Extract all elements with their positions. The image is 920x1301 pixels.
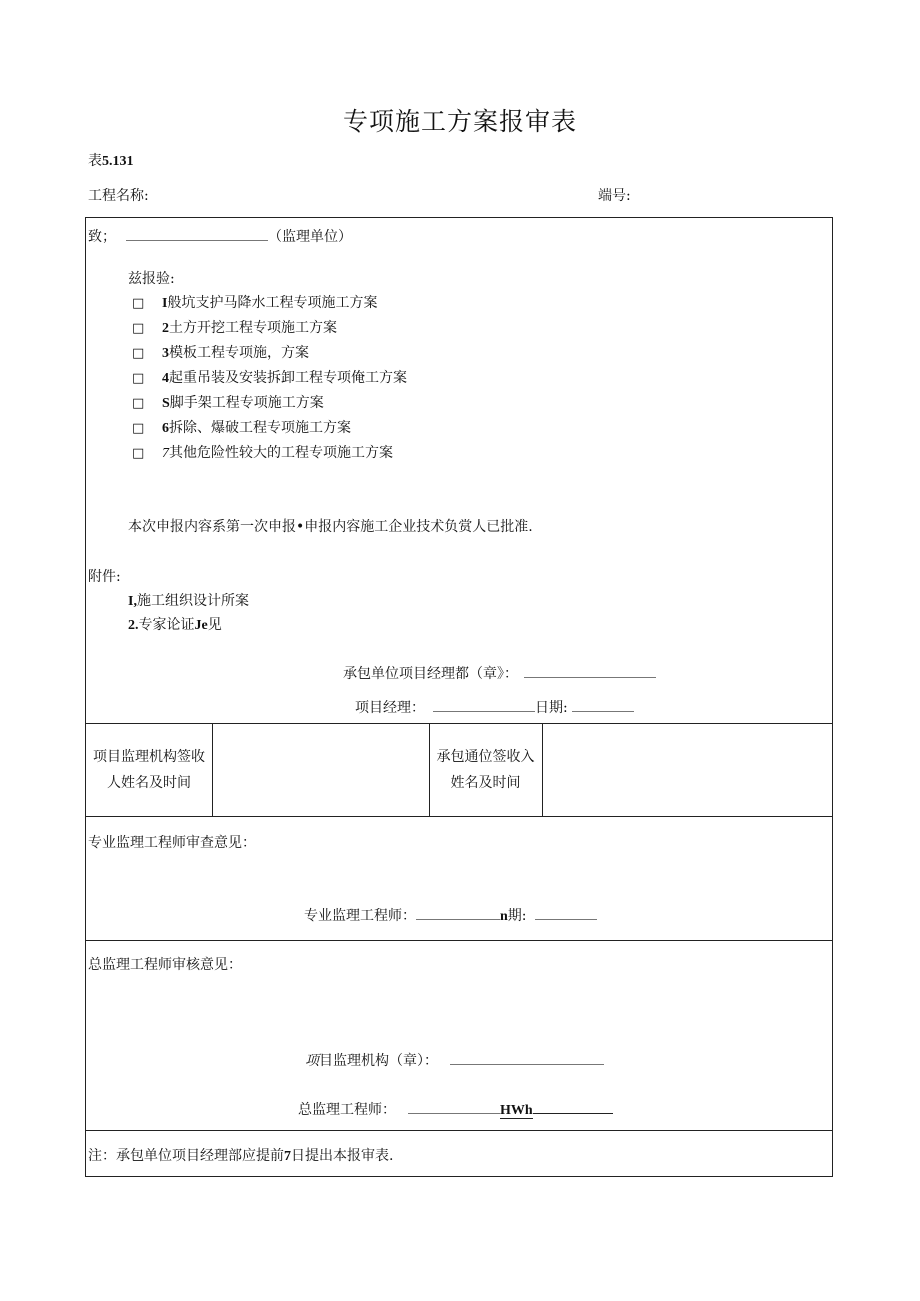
serial-number-label: 端号:	[598, 188, 631, 204]
specialist-date-blank[interactable]	[535, 907, 597, 920]
form-number	[88, 150, 134, 170]
contractor-seal-blank[interactable]	[524, 665, 656, 678]
note	[88, 1145, 393, 1165]
org-seal-blank[interactable]	[450, 1052, 604, 1065]
checkbox-icon[interactable]: □	[132, 296, 145, 311]
supervision-receiver-label	[86, 744, 212, 796]
supervision-receiver-line1: 项目监理机构签收	[93, 749, 205, 765]
divider	[86, 940, 832, 941]
option-number: 2	[162, 321, 169, 336]
note-prefix: 注：承包单位项目经理部应提前	[88, 1148, 284, 1164]
supervision-receiver-field[interactable]	[213, 724, 428, 815]
option-item[interactable]	[132, 317, 337, 337]
checkbox-icon[interactable]: □	[132, 371, 145, 386]
approval-form-table	[85, 217, 833, 1177]
form-number-value: 5.131	[102, 154, 134, 169]
attachments-label: 附件:	[88, 569, 121, 585]
attachment-extra: Je	[194, 618, 208, 633]
date-blank[interactable]	[572, 699, 634, 712]
chief-tail: HWh	[500, 1103, 533, 1118]
attachment-text: 施工组织设计所案	[136, 593, 249, 609]
option-number: I	[162, 296, 168, 311]
note-suffix: 日提出本报审表.	[291, 1148, 394, 1164]
specialist-date-label: 期:	[507, 908, 527, 924]
attachment-tail: 见	[207, 617, 222, 633]
attachment-text: 专家论证	[138, 617, 195, 633]
specialist-date-bold: n	[500, 909, 508, 924]
option-item[interactable]	[132, 292, 377, 312]
chief-opinion-label: 总监理工程师审核意见：	[88, 957, 242, 973]
supervision-receiver-line2: 人姓名及时间	[107, 775, 191, 791]
option-text: 拆除、爆破工程专项施工方案	[169, 420, 351, 436]
contractor-receiver-field[interactable]	[543, 724, 832, 815]
addressee-line	[88, 226, 352, 246]
contractor-seal-label: 承包单位项目经理都（章》：	[343, 666, 518, 682]
option-text: 脚手架工程专项施工方案	[169, 395, 324, 411]
contractor-seal-line	[343, 663, 656, 683]
submit-intro: 兹报验:	[128, 271, 175, 287]
option-item[interactable]	[132, 417, 351, 437]
option-item[interactable]	[132, 442, 393, 462]
attachment-item	[128, 590, 249, 610]
project-name-label: 工程名称:	[88, 188, 149, 204]
contractor-receiver-label	[429, 744, 542, 796]
page-title: 专项施工方案报审表	[342, 107, 577, 136]
org-seal-prefix: 项	[305, 1053, 319, 1069]
submission-statement: 本次申报内容系第一次申报•申报内容施工企业技术负赏人已批准.	[128, 519, 533, 535]
specialist-engineer-blank[interactable]	[416, 907, 500, 920]
contractor-receiver-line1: 承包通位签收入	[436, 749, 535, 765]
option-text: 其他危险性较大的工程专项施工方案	[169, 445, 393, 461]
option-text: 起重吊装及安装拆卸工程专项俺工方案	[169, 370, 407, 386]
option-text: 般坑支护马降水工程专项施工方案	[167, 295, 378, 311]
chief-date-blank[interactable]	[533, 1101, 613, 1114]
form-number-prefix: 表	[88, 153, 102, 169]
attachment-number: I,	[128, 594, 137, 609]
specialist-signature-line	[304, 905, 597, 925]
project-manager-line	[355, 697, 634, 717]
org-seal-line	[305, 1050, 604, 1070]
date-label: 日期:	[535, 700, 568, 716]
chief-engineer-label: 总监理工程师：	[298, 1102, 396, 1118]
addressee-prefix: 致；	[88, 229, 116, 245]
option-text: 模板工程专项施，方案	[169, 345, 309, 361]
option-number: 3	[162, 346, 169, 361]
chief-engineer-blank[interactable]	[408, 1101, 500, 1114]
checkbox-icon[interactable]: □	[132, 321, 145, 336]
option-item[interactable]	[132, 342, 309, 362]
option-item[interactable]	[132, 367, 407, 387]
divider	[86, 816, 832, 817]
option-number: 6	[162, 421, 169, 436]
specialist-opinion-label: 专业监理工程师审查意见：	[88, 835, 256, 851]
option-text: 土方开挖工程专项施工方案	[169, 320, 337, 336]
checkbox-icon[interactable]: □	[132, 446, 145, 461]
option-number: S	[162, 396, 170, 411]
org-seal-label: 目监理机构（章）：	[319, 1053, 438, 1069]
option-number: 4	[162, 371, 169, 386]
specialist-engineer-label: 专业监理工程师：	[304, 908, 416, 924]
supervision-unit-blank[interactable]	[126, 228, 268, 241]
option-number: 7	[162, 446, 169, 461]
divider	[86, 1130, 832, 1131]
contractor-receiver-line2: 姓名及时间	[450, 775, 521, 791]
checkbox-icon[interactable]: □	[132, 346, 145, 361]
addressee-suffix: （监理单位）	[268, 229, 352, 245]
note-number: 7	[284, 1149, 291, 1164]
project-manager-label: 项目经理：	[355, 700, 425, 716]
project-manager-blank[interactable]	[433, 699, 535, 712]
chief-signature-line	[298, 1099, 613, 1119]
attachment-item	[128, 614, 222, 634]
checkbox-icon[interactable]: □	[132, 421, 145, 436]
option-item[interactable]	[132, 392, 324, 412]
attachment-number: 2.	[128, 618, 139, 633]
checkbox-icon[interactable]: □	[132, 396, 145, 411]
